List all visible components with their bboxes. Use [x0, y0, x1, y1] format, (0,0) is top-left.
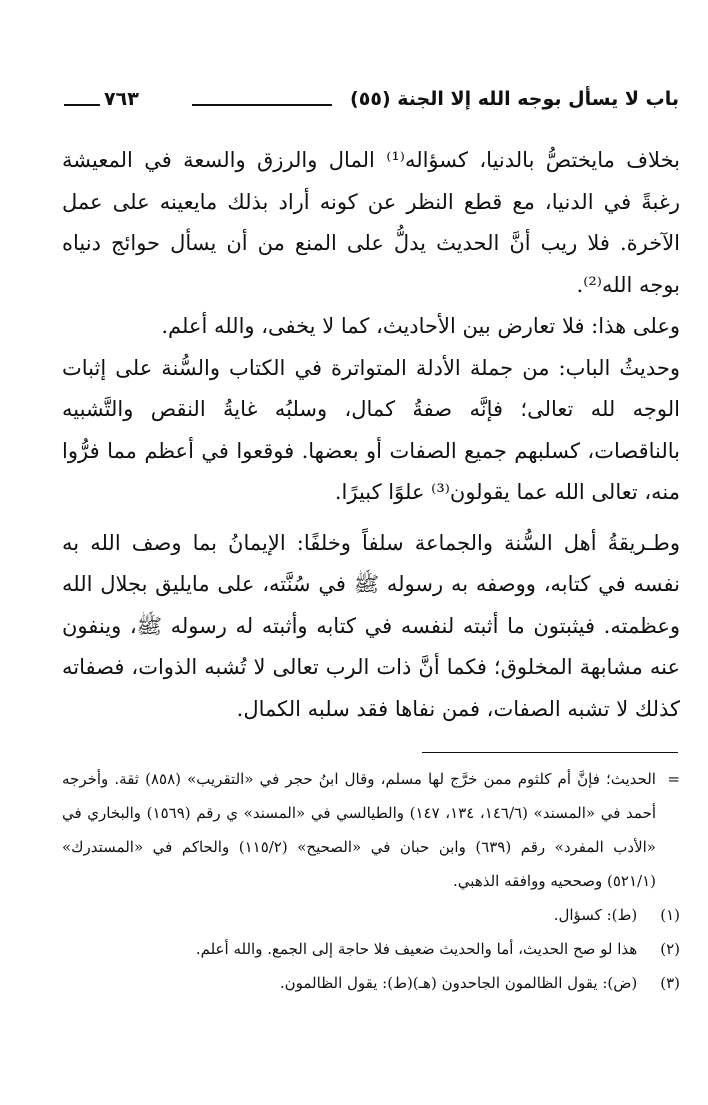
header-rule: [64, 104, 100, 106]
chapter-title: باب لا يسأل بوجه الله إلا الجنة (٥٥): [350, 88, 679, 110]
continuation-marker: =: [667, 770, 680, 788]
page-number: ٧٦٣: [104, 88, 139, 110]
footnote-text: (ض): يقول الظالمون الجاحدون (هـ)(ط): يقول الظالمون.: [279, 974, 638, 992]
footnote-continuation: [62, 762, 680, 898]
footnote-number: (٢): [660, 940, 680, 958]
footnote-separator: [422, 752, 678, 753]
paragraph: بخلاف مايختصُّ بالدنيا، كسؤاله⁽¹⁾ المال والرزق والسعة في المعيشة رغبةً في الدنيا، مع قطع النظر عن كونه أراد بذلك مايعينه على عمل الآخرة. فلا ريب أنَّ الحديث يدلُّ على المنع من أن يسأل حوائج دنياه بوجه الله⁽²⁾.: [62, 148, 680, 297]
footnote-number: (٣): [660, 974, 680, 992]
paragraph: وحديثُ الباب: من جملة الأدلة المتواترة في الكتاب والسُّنة على إثبات الوجه لله تعالى؛ فإنَّه صفةُ كمال، وسلبُه غايةُ النقص والتَّشبيه بالناقصات، كسلبهم جميع الصفات أو بعضها. فوقعوا في أعظم مما فرُّوا منه، تعالى الله عما يقولون⁽³⁾ علوًا كبيرًا.: [62, 355, 680, 504]
footnote-text: هذا لو صح الحديث، أما والحديث ضعيف فلا حاجة إلى الجمع. والله أعلم.: [195, 940, 638, 958]
footnote-text: (ط): كسؤال.: [553, 906, 638, 924]
footnote-item: [62, 898, 680, 932]
footnote-number: (١): [660, 906, 680, 924]
header-rule: [192, 104, 332, 106]
footnote-item: [62, 932, 680, 966]
footnote-continuation-text: الحديث؛ فإنَّ أم كلثوم ممن خرَّج لها مسلم، وقال ابنُ حجر في «التقريب» (٨٥٨) ثقة. وأخرجه أحمد في «المسند» (١٤٦/٦، ١٣٤، ١٤٧) والطيالسي في «المسند» ي رقم (١٥٦٩) والبخاري في «الأدب المفرد» رقم (٦٣٩) وابن حبان في «الصحيح» (١١٥/٢) والحاكم في «المستدرك» (٥٢١/١) وصححيه ووافقه الذهبي.: [62, 770, 657, 890]
running-header: [64, 86, 679, 118]
footnote-item: [62, 966, 680, 1000]
paragraph: وعلى هذا: فلا تعارض بين الأحاديث، كما لا يخفى، والله أعلم.: [161, 314, 680, 338]
footnotes: [62, 762, 680, 1000]
main-text: [62, 140, 680, 730]
paragraph: وطـريقةُ أهل السُّنة والجماعة سلفاً وخلفًا: الإيمانُ بما وصف الله به نفسه في كتابه، ووصفه به رسوله ﷺ في سُنَّته، على مايليق بجلال الله وعظمته. فيثبتون ما أثبته لنفسه في كتابه وأثبته له رسوله ﷺ، وينفون عنه مشابهة المخلوق؛ فكما أنَّ ذات الرب تعالى لا تُشبه الذوات، فصفاته كذلك لا تشبه الصفات، فمن نفاها فقد سلبه الكمال.: [62, 530, 680, 721]
